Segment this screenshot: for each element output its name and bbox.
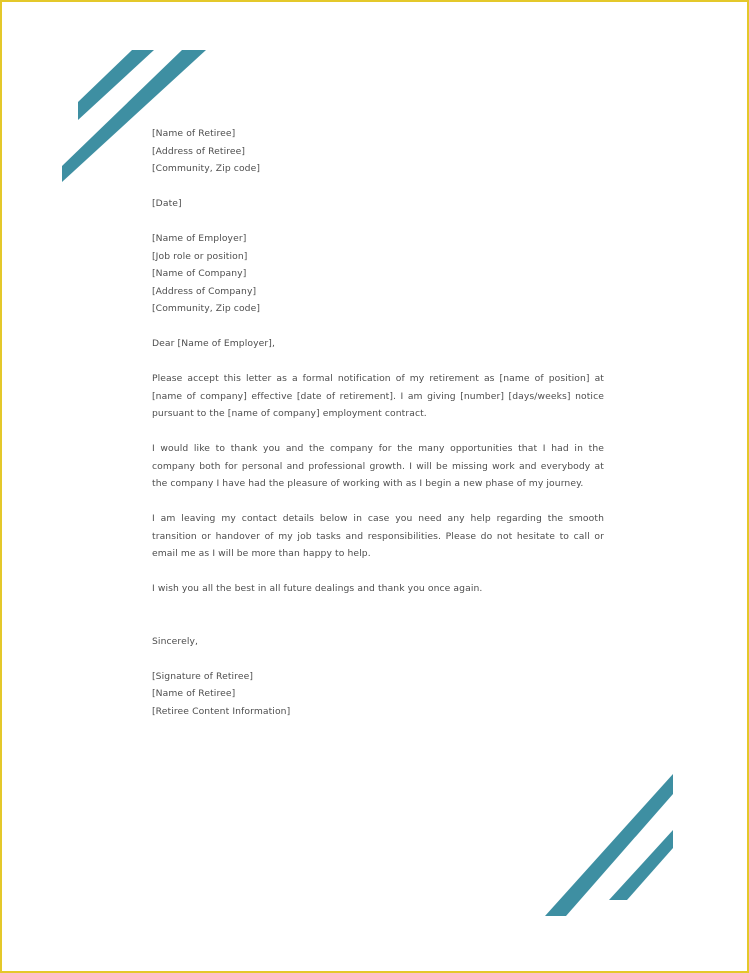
recipient-community: [Community, Zip code] — [152, 303, 261, 314]
closing: Sincerely, — [152, 635, 199, 647]
recipient-address: [Address of Company] — [152, 285, 257, 297]
signer-name: [Name of Retiree] — [152, 688, 236, 699]
recipient-role: [Job role or position] — [152, 250, 248, 262]
sender-address: [Address of Retiree] — [152, 145, 246, 157]
letter-date: [Date] — [152, 198, 182, 209]
recipient-name: [Name of Employer] — [152, 233, 247, 244]
letter-body — [152, 125, 604, 720]
signature: [Signature of Retiree] — [152, 670, 254, 682]
salutation: Dear [Name of Employer], — [152, 338, 275, 349]
paragraph-thanks: I would like to thank you and the company for the many opportunities that I had in the company both for personal and professional growth. I will be missing work and everybody at the company I have had the pleasure of working with as I begin a new phase of my journey. — [152, 443, 604, 489]
paragraph-notice: Please accept this letter as a formal notification of my retirement as [name of position] at [name of company] effective [date of retirement]. I am giving [number] [days/weeks] notice pursuant to the [name of company] employment contract. — [152, 373, 604, 419]
sender-name: [Name of Retiree] — [152, 128, 236, 139]
paragraph-contact: I am leaving my contact details below in case you need any help regarding the smooth transition or handover of my job tasks and responsibilities. Please do not hesitate to call or email me as I will be more than happy to help. — [152, 513, 604, 559]
signer-contact: [Retiree Content Information] — [152, 705, 291, 717]
top-stripe-short — [78, 50, 154, 120]
bottom-stripe-long — [545, 774, 673, 916]
paragraph-wishes: I wish you all the best in all future dealings and thank you once again. — [152, 583, 483, 594]
recipient-company: [Name of Company] — [152, 268, 247, 279]
sender-community: [Community, Zip code] — [152, 163, 261, 174]
